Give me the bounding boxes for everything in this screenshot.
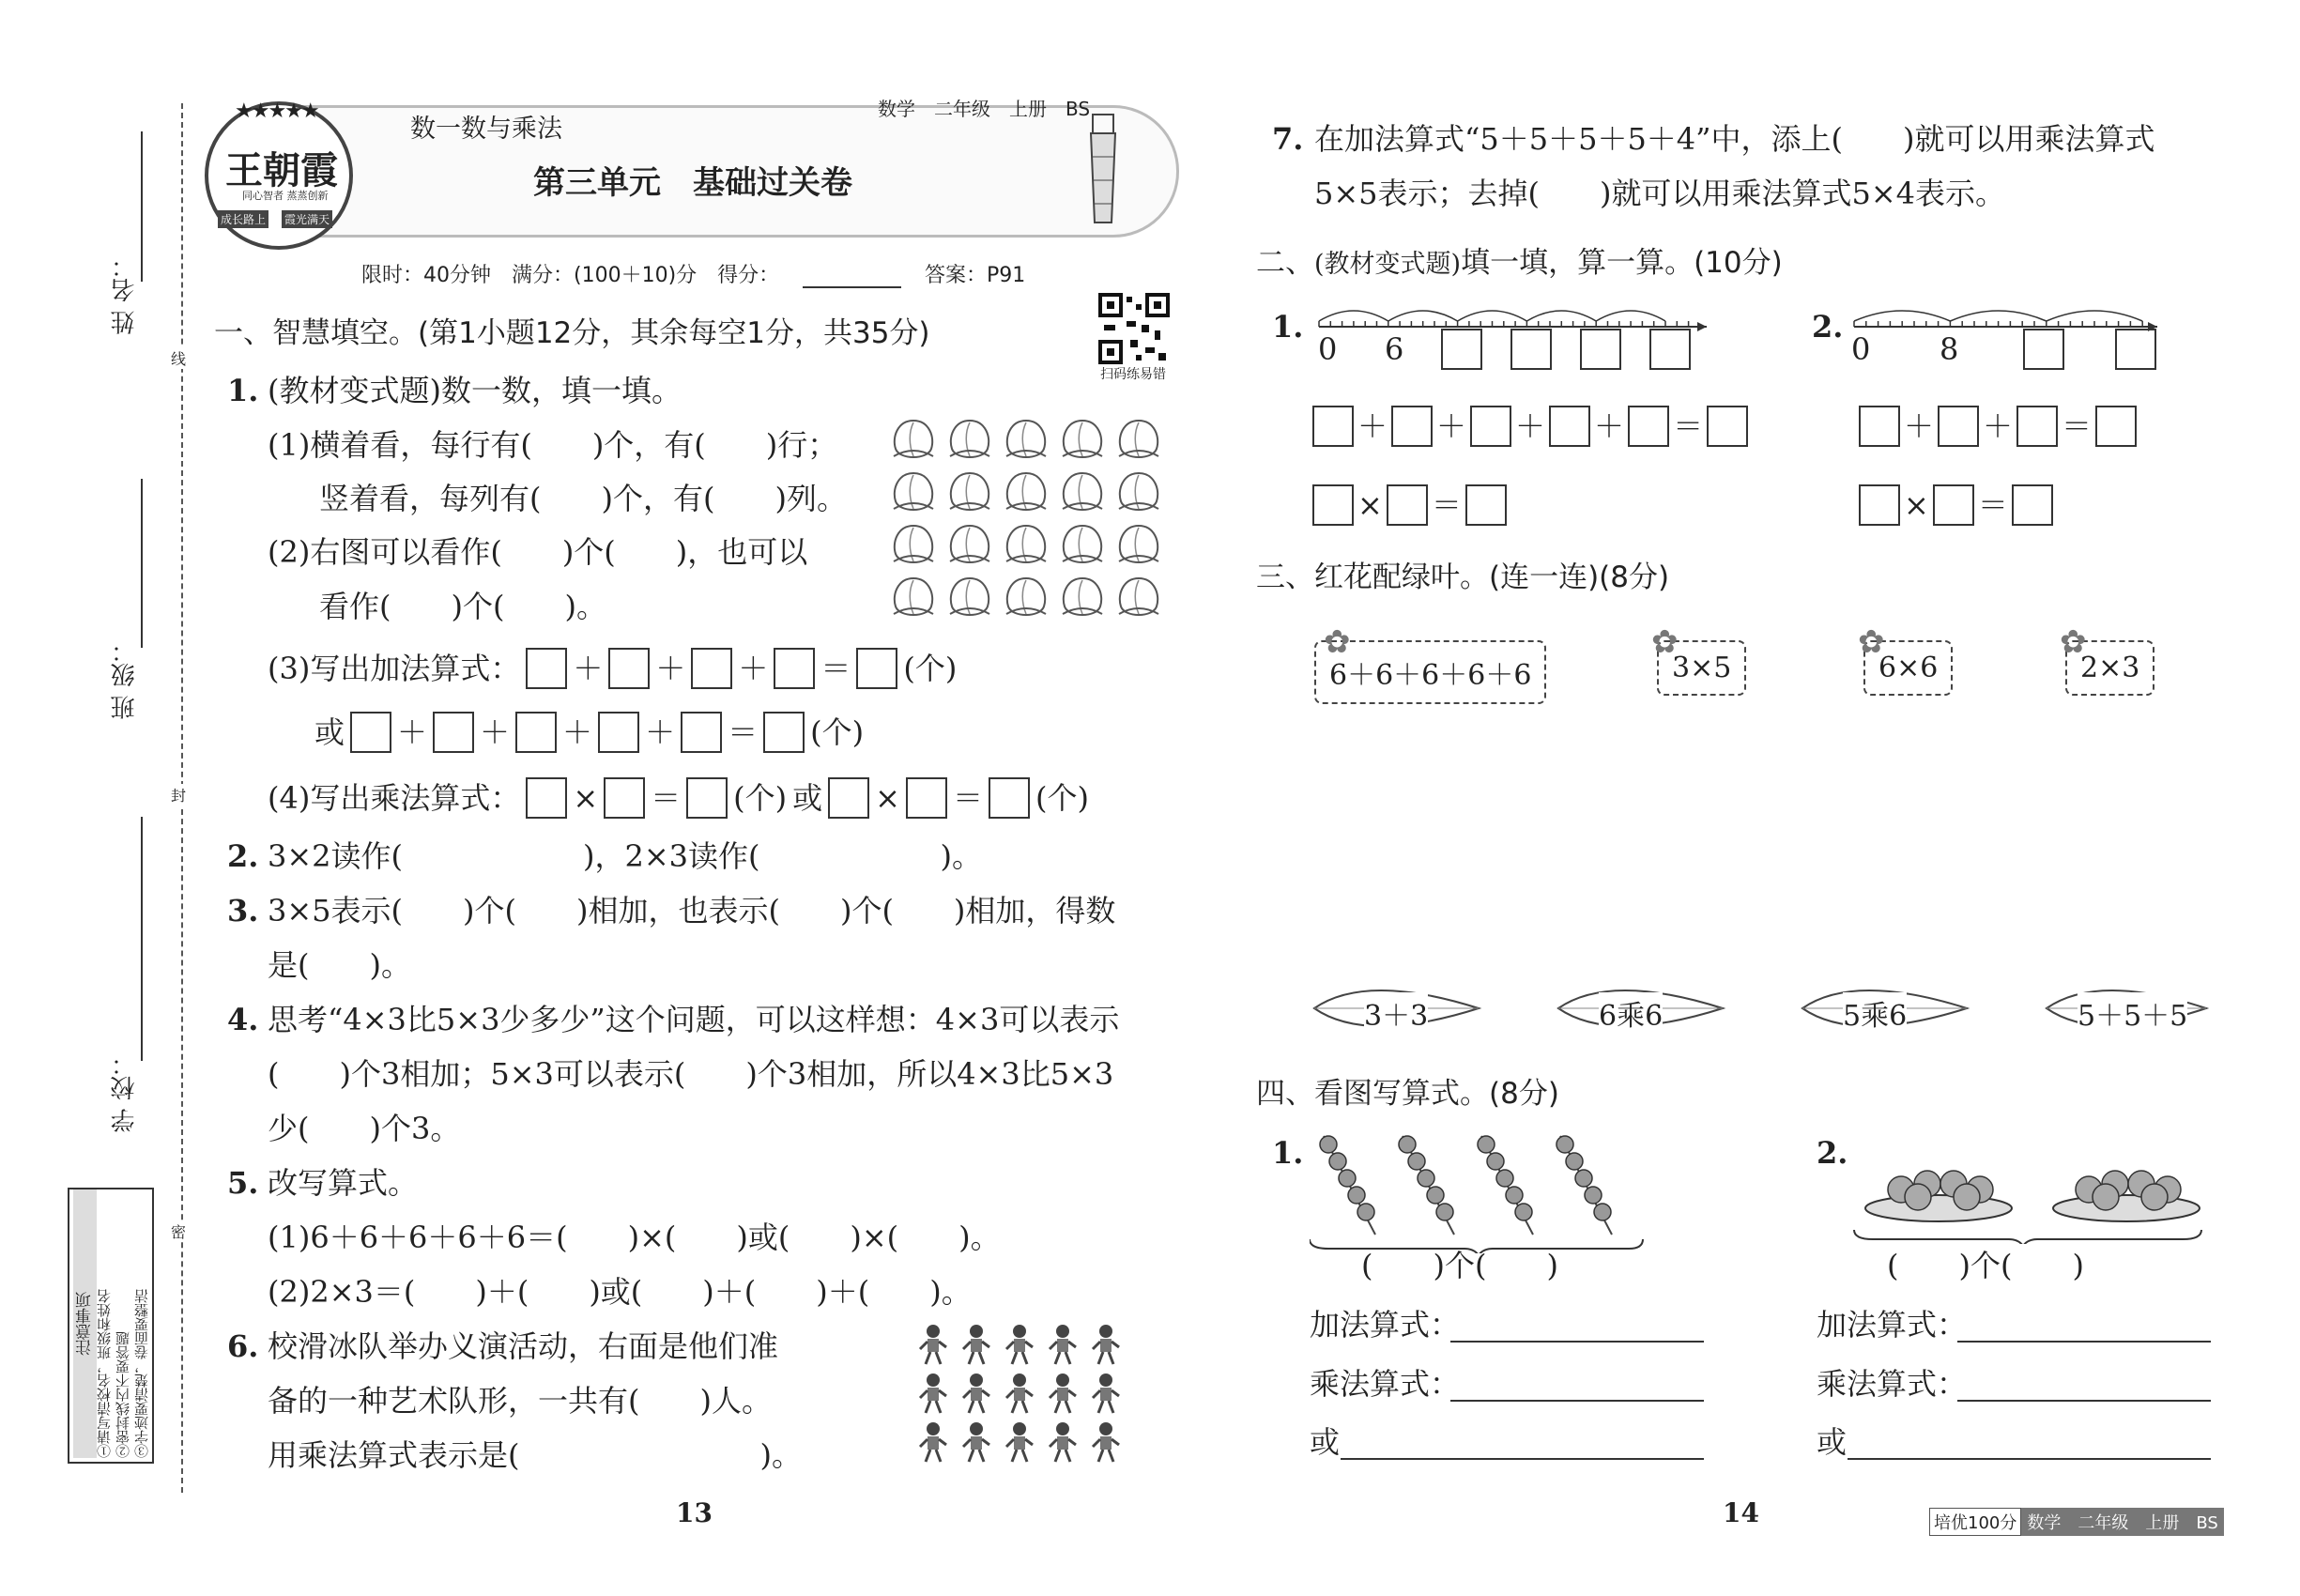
equals-sign: ＝: [952, 780, 983, 816]
or-label: 或: [314, 714, 345, 750]
q3-num: 3.: [227, 893, 259, 928]
q7-line1: 在加法算式“5＋5＋5＋5＋4”中，添上( )就可以用乘法算式: [1314, 121, 2155, 157]
skewer-icon: [1556, 1136, 1612, 1235]
section2-title: [1256, 246, 1783, 280]
brand-sub: 同心智者 蒸蒸创新: [242, 190, 329, 202]
peach-icon: [1006, 526, 1046, 562]
answer-box[interactable]: [691, 648, 732, 689]
answer-box[interactable]: [608, 648, 650, 689]
skater-icon: [1006, 1373, 1033, 1413]
times-sign: ×: [1357, 487, 1383, 523]
q5-text: 改写算式。: [268, 1165, 419, 1201]
section2-title-text: 填一填，算一算。(10分): [1461, 246, 1783, 280]
peach-icon: [1063, 421, 1102, 457]
notice-title: 注意事项: [73, 1189, 97, 1458]
page-number-right: 14: [1723, 1497, 1759, 1528]
flower-label: 2×3: [2065, 640, 2154, 696]
answer-box[interactable]: [1441, 329, 1482, 370]
flower-card-1[interactable]: [1314, 623, 1546, 704]
answer-box[interactable]: [2023, 329, 2064, 370]
skater-icon: [1050, 1325, 1076, 1364]
skater-formation: [911, 1319, 1145, 1469]
answer-box[interactable]: [686, 777, 728, 819]
q7-num: 7.: [1272, 121, 1304, 157]
s4-q2-or-line[interactable]: [1848, 1458, 2211, 1460]
answer-box[interactable]: [856, 648, 897, 689]
section3-title: 三、红花配绿叶。(连一连)(8分): [1256, 560, 1670, 594]
plus-sign: ＋: [1515, 408, 1546, 444]
s4-q1-num: 1.: [1272, 1135, 1304, 1171]
plus-sign: ＋: [738, 651, 769, 686]
q1-line6: [314, 712, 864, 753]
section4-title: 四、看图写算式。(8分): [1256, 1077, 1559, 1111]
s4-q2-add-label: 加法算式：: [1817, 1307, 1968, 1343]
s2-q1-num: 1.: [1272, 309, 1304, 345]
hop-arc: [1319, 311, 1388, 321]
skater-icon: [1093, 1373, 1119, 1413]
leaf-label: 6乘6: [1599, 992, 1663, 1034]
section2-prefix: 二、: [1256, 246, 1314, 280]
flower-label: 6×6: [1863, 640, 1953, 696]
notice-item-2: ②密封线内不要答题: [115, 1331, 131, 1458]
page-title: 第三单元 基础过关卷: [533, 164, 852, 202]
leaf-4[interactable]: [2042, 976, 2211, 1040]
skater-icon: [963, 1373, 989, 1413]
q2-num: 2.: [227, 838, 259, 874]
answer-box[interactable]: [2012, 484, 2053, 526]
or-label: 或: [792, 780, 823, 816]
times-sign: ×: [573, 780, 599, 816]
answer-box[interactable]: [1387, 484, 1428, 526]
s4-q1-add-label: 加法算式：: [1310, 1307, 1461, 1343]
skater-icon: [1093, 1325, 1119, 1364]
hop-arc: [1596, 311, 1665, 321]
peach-icon: [1119, 473, 1158, 510]
leaf-label: 3＋3: [1364, 992, 1428, 1034]
peach-icon: [1063, 578, 1102, 615]
s4-q2-mul-line[interactable]: [1957, 1400, 2211, 1402]
q1-line5: [268, 648, 957, 689]
leaf-1[interactable]: [1310, 976, 1483, 1040]
skater-icon: [1050, 1422, 1076, 1462]
skewers-picture: [1310, 1131, 1648, 1253]
q1-line1: (1)横着看，每行有( )个，有( )行；: [268, 427, 838, 463]
hop-arc: [2047, 311, 2142, 321]
q4-text2: ( )个3相加；5×3可以表示( )个3相加，所以4×3比5×3: [268, 1056, 1114, 1092]
q1-line7: [268, 777, 1089, 819]
cut-mark-1: 线: [171, 347, 186, 369]
q1-num: 1.: [227, 373, 259, 408]
answer-box[interactable]: [1312, 406, 1354, 447]
section1-title: 一、智慧填空。(第1小题12分，其余每空1分，共35分): [214, 316, 930, 350]
answer-box[interactable]: [1649, 329, 1691, 370]
skewer-icon: [1320, 1136, 1375, 1235]
answer-box[interactable]: [2095, 406, 2137, 447]
equals-sign: ＝: [1431, 487, 1462, 523]
equals-sign: ＝: [820, 651, 851, 686]
answer-box[interactable]: [1312, 484, 1354, 526]
skater-icon: [963, 1422, 989, 1462]
answer-box[interactable]: [526, 648, 567, 689]
peach-icon: [894, 578, 933, 615]
plus-sign: ＋: [1904, 408, 1935, 444]
plus-sign: ＋: [573, 651, 604, 686]
flower-icon: ✿: [1858, 623, 1885, 661]
s4-q1-brace-text: ( )个( ): [1361, 1248, 1558, 1283]
answer-box[interactable]: [1549, 406, 1590, 447]
q6-line3: 用乘法算式表示是( )。: [268, 1437, 802, 1473]
equals-sign: ＝: [1673, 408, 1704, 444]
equals-sign: ＝: [728, 714, 759, 750]
unit: (个): [1035, 780, 1089, 816]
peach-icon: [950, 526, 989, 562]
s4-q1-mul-label: 乘法算式：: [1310, 1366, 1461, 1402]
answer-box[interactable]: [1938, 406, 1979, 447]
equals-sign: ＝: [651, 780, 682, 816]
s2-q2-mul: [1859, 484, 2053, 526]
hop-arc: [1950, 311, 2046, 321]
plus-sign: ＋: [562, 714, 593, 750]
s4-q1-mul-line[interactable]: [1450, 1400, 1704, 1402]
skater-icon: [920, 1422, 946, 1462]
peach-icon: [1006, 421, 1046, 457]
q5-line1: (1)6＋6＋6＋6＋6＝( )×( )或( )×( )。: [268, 1220, 1001, 1255]
flower-label: 6＋6＋6＋6＋6: [1314, 640, 1546, 704]
q3-text2: 是( )。: [268, 947, 411, 983]
answer-box[interactable]: [1510, 329, 1552, 370]
q4-text3: 少( )个3。: [268, 1111, 461, 1146]
number-line-2: [1849, 299, 2159, 374]
skewer-icon: [1399, 1136, 1454, 1235]
school-line: [141, 817, 143, 1061]
qr-caption: 扫码练易错: [1100, 367, 1166, 382]
peach-grid: [882, 411, 1173, 627]
q5-num: 5.: [227, 1165, 259, 1201]
skater-icon: [963, 1325, 989, 1364]
answer-box[interactable]: [604, 777, 645, 819]
plus-sign: ＋: [1594, 408, 1625, 444]
answer-box[interactable]: [1933, 484, 1974, 526]
s4-q1-add-line[interactable]: [1450, 1341, 1704, 1343]
notice-box: [68, 1188, 154, 1464]
answer-box[interactable]: [681, 712, 722, 753]
hop-arc: [1854, 311, 1950, 321]
fruit-plate-icon: [1865, 1171, 2012, 1221]
peach-icon: [894, 421, 933, 457]
times-sign: ×: [875, 780, 900, 816]
plus-sign: ＋: [397, 714, 428, 750]
footer-tag: [1929, 1508, 2224, 1536]
leaf-3[interactable]: [1798, 976, 1971, 1040]
peach-icon: [950, 578, 989, 615]
s4-q2-mul-label: 乘法算式：: [1817, 1366, 1968, 1402]
answer-box[interactable]: [1859, 406, 1900, 447]
q4-text: 思考“4×3比5×3少多少”这个问题，可以这样想：4×3可以表示: [268, 1002, 1120, 1037]
class-label: 班 级：: [111, 638, 139, 720]
peach-icon: [894, 526, 933, 562]
peach-icon: [1006, 578, 1046, 615]
leaf-2[interactable]: [1554, 976, 1727, 1040]
peach-icon: [950, 421, 989, 457]
stars-icon: ★★★★★: [235, 100, 318, 123]
s2-q2-add: [1859, 406, 2137, 447]
answer-box[interactable]: [1580, 329, 1621, 370]
answer-box[interactable]: [1707, 406, 1748, 447]
skater-icon: [920, 1373, 946, 1413]
skater-icon: [1050, 1373, 1076, 1413]
cut-mark-2: 封: [171, 784, 186, 806]
q1-line2: 竖着看，每列有( )个，有( )列。: [319, 481, 847, 516]
s4-q1-or-line[interactable]: [1341, 1458, 1704, 1460]
flower-icon: ✿: [1651, 623, 1679, 661]
peach-icon: [1119, 526, 1158, 562]
footer-tags: 数学 二年级 上册 BS: [2021, 1508, 2223, 1536]
hop-arc: [1458, 311, 1527, 321]
arrow-icon: [1697, 322, 1707, 331]
q3-text: 3×5表示( )个( )相加，也表示( )个( )相加，得数: [268, 893, 1116, 928]
notice-item-3: ③字迹要清楚，卷面要整洁: [133, 1289, 150, 1458]
peach-icon: [894, 473, 933, 510]
peach-icon: [950, 473, 989, 510]
plus-sign: ＋: [480, 714, 511, 750]
answer-box[interactable]: [350, 712, 391, 753]
score-blank: [803, 286, 901, 288]
skater-icon: [1093, 1422, 1119, 1462]
answer-box[interactable]: [598, 712, 639, 753]
q5-line2: (2)2×3＝( )＋( )或( )＋( )＋( )。: [268, 1274, 972, 1310]
s4-q2-or-label: 或: [1817, 1424, 1848, 1460]
name-line: [141, 131, 143, 282]
answer-box[interactable]: [515, 712, 557, 753]
flower-card-3[interactable]: [1858, 623, 1953, 696]
answer-box[interactable]: [1470, 406, 1511, 447]
s2-q1-add: [1312, 406, 1748, 447]
equals-sign: ＝: [2062, 408, 2093, 444]
s4-q2-num: 2.: [1817, 1135, 1848, 1171]
school-label: 学 校：: [111, 1051, 139, 1133]
nl1-tick-6: 6: [1385, 331, 1404, 367]
flower-label: 3×5: [1657, 640, 1746, 696]
skater-icon: [1006, 1422, 1033, 1462]
brand-name: 王朝霞: [225, 148, 338, 192]
plus-sign: ＋: [1436, 408, 1467, 444]
topic-label: 数一数与乘法: [410, 115, 562, 144]
nl2-tick-8: 8: [1940, 331, 1959, 367]
fruit-plate-icon: [2053, 1171, 2200, 1221]
brand-logo: [205, 101, 353, 250]
q6-line1: 校滑冰队举办义演活动，右面是他们准: [268, 1328, 779, 1364]
q1-add-label: (3)写出加法算式：: [268, 651, 521, 686]
answer-box[interactable]: [2115, 329, 2156, 370]
cut-mark-3: 密: [171, 1220, 186, 1242]
answer-box[interactable]: [774, 648, 815, 689]
hop-arc: [1388, 311, 1458, 321]
info-line: 限时：40分钟 满分：(100＋10)分 得分：: [361, 264, 780, 287]
flower-icon: ✿: [2060, 623, 2087, 661]
s4-q1-or-label: 或: [1310, 1424, 1341, 1460]
plus-sign: ＋: [1357, 408, 1388, 444]
q1-mul-label: (4)写出乘法算式：: [268, 780, 521, 816]
s4-q2-brace-text: ( )个( ): [1887, 1248, 2084, 1283]
equals-sign: ＝: [1977, 487, 2008, 523]
q6-num: 6.: [227, 1328, 259, 1364]
page-number-left: 13: [676, 1497, 713, 1528]
notice-item-1: ①请写清校名，班级和姓名: [96, 1289, 113, 1458]
q1-line4: 看作( )个( )。: [319, 589, 606, 624]
q6-line2: 备的一种艺术队形，一共有( )人。: [268, 1383, 772, 1419]
s2-q2-num: 2.: [1812, 309, 1844, 345]
hop-arc: [1526, 311, 1596, 321]
flower-icon: ✿: [1324, 623, 1351, 661]
unit: (个): [733, 780, 788, 816]
answer-box[interactable]: [526, 777, 567, 819]
plus-sign: ＋: [1983, 408, 2014, 444]
answer-box[interactable]: [1465, 484, 1507, 526]
brand-tag-1: 成长路上: [218, 210, 268, 228]
leaf-label: 5乘6: [1843, 992, 1907, 1034]
skewer-icon: [1478, 1136, 1533, 1235]
peach-icon: [1063, 473, 1102, 510]
flower-card-4[interactable]: [2060, 623, 2154, 696]
qr-code[interactable]: [1098, 293, 1170, 364]
times-sign: ×: [1904, 487, 1929, 523]
brand-tag-2: 霞光满天: [282, 210, 332, 228]
q1-lead: (教材变式题)数一数，填一填。: [268, 373, 682, 408]
name-label: 姓 名：: [111, 253, 139, 335]
brace-icon: [1854, 1230, 2201, 1244]
footer-badge: 培优100分: [1929, 1508, 2021, 1536]
peach-icon: [1006, 473, 1046, 510]
nl2-tick-0: 0: [1851, 331, 1871, 367]
skater-icon: [1006, 1325, 1033, 1364]
answer-box[interactable]: [763, 712, 805, 753]
section2-tag: (教材变式题): [1314, 250, 1462, 279]
plus-sign: ＋: [645, 714, 676, 750]
lighthouse-icon: [1080, 105, 1127, 227]
s4-q2-add-line[interactable]: [1957, 1341, 2211, 1343]
skater-icon: [920, 1325, 946, 1364]
q2-text: 3×2读作( )，2×3读作( )。: [268, 838, 983, 874]
answer-box[interactable]: [989, 777, 1030, 819]
peach-icon: [1063, 526, 1102, 562]
unit: (个): [810, 714, 865, 750]
class-line: [141, 479, 143, 648]
nl1-tick-0: 0: [1318, 331, 1338, 367]
answer-box[interactable]: [1391, 406, 1433, 447]
answer-box[interactable]: [433, 712, 474, 753]
leaf-label: 5＋5＋5: [2078, 992, 2187, 1034]
peach-icon: [1119, 421, 1158, 457]
header-meta: 数学 二年级 上册 BS: [878, 98, 1091, 120]
flower-card-2[interactable]: [1651, 623, 1746, 696]
unit: (个): [903, 651, 958, 686]
q4-num: 4.: [227, 1002, 259, 1037]
answer-box[interactable]: [1628, 406, 1669, 447]
answer-ref: 答案：P91: [925, 264, 1026, 287]
answer-box[interactable]: [828, 777, 869, 819]
q7-line2: 5×5表示；去掉( )就可以用乘法算式5×4表示。: [1314, 176, 2006, 211]
plus-sign: ＋: [655, 651, 686, 686]
q1-line3: (2)右图可以看作( )个( )，也可以: [268, 534, 808, 570]
answer-box[interactable]: [906, 777, 947, 819]
answer-box[interactable]: [1859, 484, 1900, 526]
peach-icon: [1119, 578, 1158, 615]
answer-box[interactable]: [2016, 406, 2058, 447]
s2-q1-mul: [1312, 484, 1507, 526]
fruit-plates-picture: [1845, 1150, 2220, 1244]
